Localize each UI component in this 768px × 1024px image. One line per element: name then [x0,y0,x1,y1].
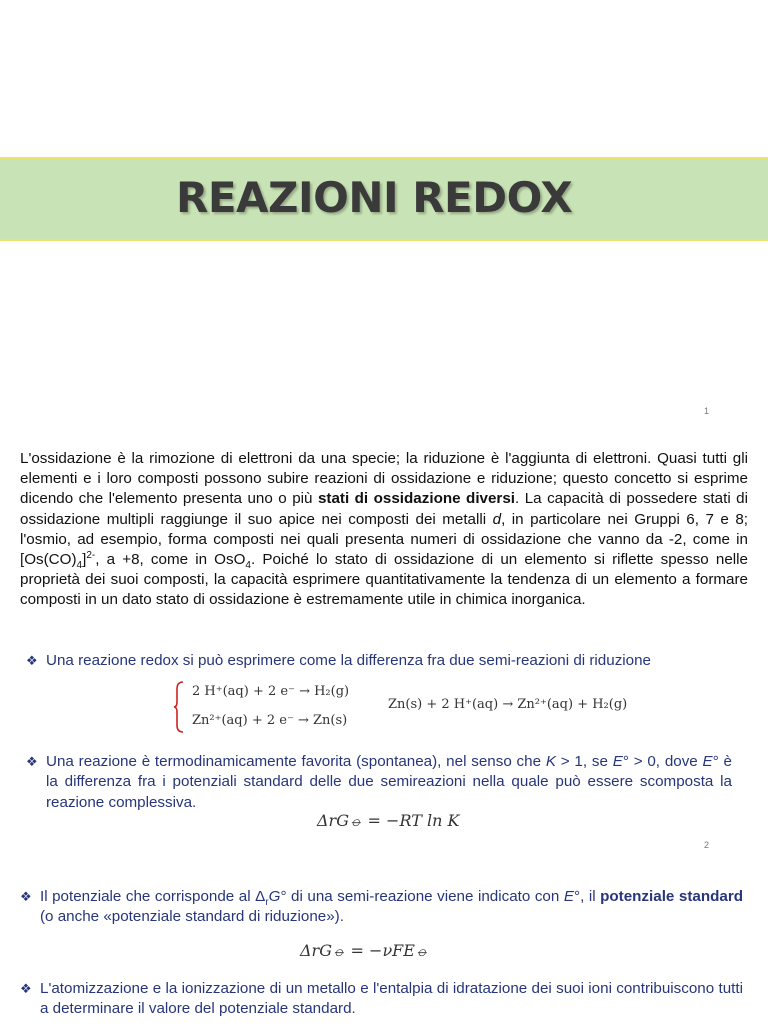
bullet-text: > 1, se [555,753,613,770]
diamond-bullet-icon: ❖ [26,754,38,769]
bullet-atomization [20,979,743,1020]
subscript: 4 [76,560,83,572]
half-reaction-zinc: Zn²⁺(aq) + 2 e⁻ → Zn(s) [192,713,348,728]
paragraph-italic: d [492,510,502,528]
bullet-italic: G [268,888,281,905]
slide-title: REAZIONI REDOX [176,173,573,222]
bullet-text: °, il [574,888,601,905]
bullet-italic: E [563,888,574,905]
paragraph-bold: stati di ossidazione diversi [317,490,516,508]
paragraph-text: ] [82,551,87,569]
diamond-bullet-icon: ❖ [20,981,32,996]
bullet-text: Il potenziale che corrisponde al Δ [40,888,266,905]
bullet-text: Una reazione redox si può esprimere come la differenza fra due semi-reazioni di riduzione [46,652,652,669]
superscript: 2- [86,549,96,561]
paragraph-text: , in particolare nei Gruppi 6, 7 e 8; l'osmio, ad esempio, forma composti nei quali presenta numeri di ossidazione che vanno da -2, come in [Os(CO) [20,510,748,569]
bullet-text: ° è la differenza fra i potenziali standard delle due semireazioni nella quale può essere scomposta la reazione complessiva. [46,753,732,811]
equation-gibbs-potential: ΔrG⦵ = −νFE⦵ [300,941,429,960]
diamond-bullet-icon: ❖ [26,653,38,668]
bullet-text: L'atomizzazione e la ionizzazione di un metallo e l'entalpia di idratazione dei suoi ioni contribuiscono tutti a determinare il valore del potenziale standard. [40,980,743,1018]
bullet-italic: E [612,753,623,770]
bullet-bold: potenziale standard [600,888,744,905]
paragraph-text: , a +8, come in OsO [95,551,246,569]
paragraph-text: L'ossidazione è la rimozione di elettroni da una specie; la riduzione è l'aggiunta di elettroni. Quasi tutti gli elementi e i loro composti possono subire reazioni di ossidazione e riduzione; questo concetto si esprime dicendo che l'elemento presenta uno o più [20,450,748,508]
bullet-text: ° > 0, dove [622,753,703,770]
overall-reaction: Zn(s) + 2 H⁺(aq) → Zn²⁺(aq) + H₂(g) [388,697,628,712]
subscript: 4 [245,560,251,572]
subscript: r [265,897,269,909]
bullet-standard-potential [20,887,743,928]
bullet-spontaneous [26,752,732,813]
equation-gibbs-k: ΔrG⦵ = −RT ln K [317,811,460,830]
page-number-1: 1 [704,406,710,416]
title-band [0,157,768,241]
half-reaction-hydrogen: 2 H⁺(aq) + 2 e⁻ → H₂(g) [192,684,350,699]
diamond-bullet-icon: ❖ [20,889,32,904]
paragraph-text: . La capacità di possedere stati di ossidazione multipli raggiunge il suo apice nei composti dei metalli [20,490,748,528]
bullet-italic: K [545,753,556,770]
bullet-italic: E [702,753,713,770]
intro-paragraph [20,449,748,611]
bullet-text: ° di una semi-reazione viene indicato con [280,888,564,905]
bullet-text: (o anche «potenziale standard di riduzione»). [40,908,344,926]
bullet-redox-difference [26,651,746,671]
brace-icon [174,681,184,733]
page-number-2: 2 [704,840,710,850]
paragraph-text: . Poiché lo stato di ossidazione di un elemento si riflette spesso nelle proprietà dei suoi composti, la capacità esprimere quantitativamente la tendenza di un elemento a formare composti in un dato stato di ossidazione è estremamente utile in chimica inorganica. [20,551,749,609]
bullet-text: Una reazione è termodinamicamente favorita (spontanea), nel senso che [46,753,546,770]
